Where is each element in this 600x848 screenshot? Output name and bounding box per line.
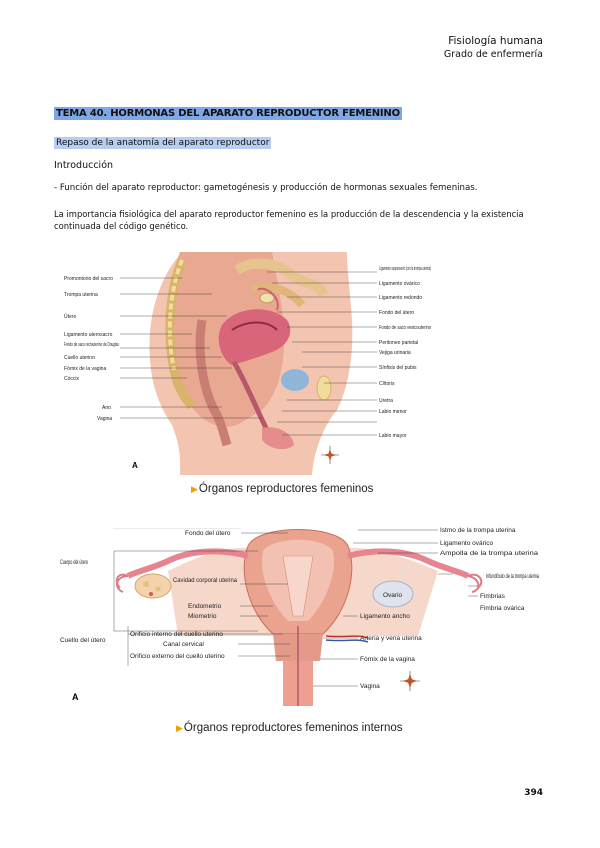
- label-orificio-externo: Orificio externo del cuello uterino: [130, 653, 225, 660]
- topic-title: TEMA 40. HORMONAS DEL APARATO REPRODUCTOR FEMENINO: [56, 108, 400, 119]
- label-canal-cervical: Canal cervical: [163, 641, 204, 648]
- label-uretra: Uretra: [379, 398, 393, 404]
- caption-arrow-icon: ▶: [191, 484, 198, 494]
- label-fornix-vagina-2: Fórnix de la vagina: [360, 656, 415, 663]
- label-fornix: Fórnix de la vagina: [64, 366, 107, 372]
- paragraph-importance: La importancia fisiológica del aparato reproductor femenino es la producción de la descendencia y la existencia continuada del código genético.: [54, 209, 524, 231]
- intro-heading: Introducción: [54, 160, 114, 171]
- label-clitoris: Clítoris: [379, 381, 395, 387]
- program-name: Grado de enfermería: [443, 49, 543, 60]
- label-labio-mayor: Labio mayor: [379, 433, 407, 439]
- label-peritoneo: Peritoneo parietal: [379, 340, 419, 346]
- label-ligamento-ovarico-2: Ligamento ovárico: [440, 540, 494, 547]
- label-trompa: Trompa uterina: [64, 292, 98, 298]
- page-number: 394: [524, 788, 543, 798]
- label-ligamento-ancho: Ligamento ancho: [360, 613, 410, 620]
- label-coccix: Cóccix: [64, 376, 80, 382]
- label-utero: Útero: [64, 314, 77, 320]
- figure2-panel-letter: A: [72, 692, 79, 702]
- label-miometrio: Miometrio: [188, 613, 217, 620]
- figure1-caption: ▶Órganos reproductores femeninos: [191, 483, 374, 495]
- label-vejiga: Vejiga urinaria: [379, 350, 411, 356]
- label-promontorio: Promontorio del sacro: [64, 276, 113, 282]
- page-header: [444, 35, 543, 61]
- label-suspensorio: Ligamento suspensorio (con la trompa uterina): [379, 266, 432, 272]
- label-infundibulo: Infundíbulo de la trompa uterina: [486, 573, 540, 580]
- figure1-panel-letter: A: [132, 461, 138, 470]
- label-fimbrias: Fimbrias: [480, 593, 505, 600]
- label-arteria-vena: Arteria y vena uterina: [360, 635, 422, 642]
- label-endometrio: Endometrio: [188, 603, 222, 610]
- label-redondo: Ligamento redondo: [379, 295, 423, 301]
- label-cuello-utero: Cuello del útero: [60, 637, 106, 644]
- label-istmo: Istmo de la trompa uterina: [440, 527, 516, 534]
- label-orificio-interno: Orificio interno del cuello uterino: [130, 631, 223, 638]
- label-fondo-utero: Fondo del útero: [379, 310, 415, 316]
- label-cavidad: Cavidad corporal uterina: [173, 577, 238, 584]
- caption-arrow-icon: ▶: [176, 723, 183, 733]
- label-cuerpo-utero: Cuerpo del útero: [60, 559, 89, 566]
- section-subtitle: Repaso de la anatomía del aparato reproductor: [56, 138, 270, 148]
- label-vagina: Vagina: [97, 416, 113, 422]
- course-name: Fisiología humana: [448, 35, 543, 47]
- label-douglas: Fondo de saco rectouterino de Douglas: [64, 342, 120, 348]
- label-fimbria-ovarica: Fimbria ovárica: [480, 605, 525, 612]
- figure2-caption: ▶Órganos reproductores femeninos internos: [176, 722, 403, 734]
- label-sinfisis: Sínfisis del pubis: [379, 365, 417, 371]
- sagittal-anatomy-figure: [62, 250, 432, 475]
- label-fondo-utero-2: Fondo del útero: [185, 530, 231, 537]
- label-ovarico: Ligamento ovárico: [379, 281, 420, 287]
- internal-organs-figure: [58, 516, 540, 710]
- label-ovario: Ovario: [383, 592, 403, 599]
- label-vagina-2: Vagina: [360, 683, 380, 690]
- label-ampolla: Ampolla de la trompa uterina: [440, 550, 539, 557]
- label-cuello: Cuello uterino: [64, 355, 95, 361]
- paragraph-function: - Función del aparato reproductor: gametogénesis y producción de hormonas sexuales femeninas.: [54, 183, 478, 193]
- label-vesicouterino: Fondo de saco vesicouterino: [379, 325, 432, 331]
- label-uterosacro: Ligamento uterosacro: [64, 332, 113, 338]
- label-ano: Ano: [102, 405, 111, 411]
- label-labio-menor: Labio menor: [379, 409, 407, 415]
